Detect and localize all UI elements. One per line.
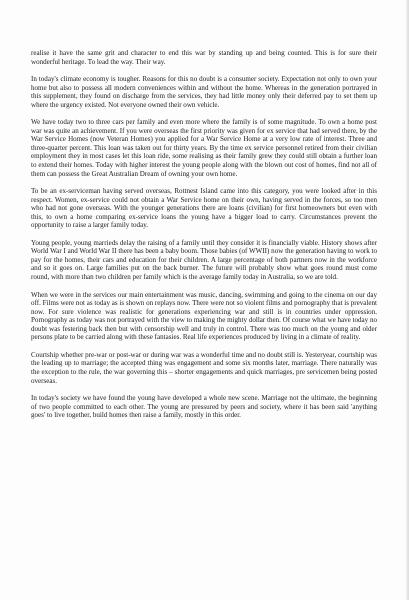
- body-text: [31, 49, 377, 420]
- paragraph-courtship: Courtship whether pre-war or post-war or during war was a wonderful time and no doubt still is. Yesteryear, courtship was the leading up to marriage; the accepted thing was engagement and some six months later, marriage. There naturally was the exception to the rule, the war governing this – shorter engagements and quick marriages, pre servicemen being posted overseas.: [31, 350, 377, 385]
- paragraph-ex-serviceman-loans: To be an ex-serviceman having served overseas, Rottnest Island came into this category, you were looked after in this respect. Women, ex-service could not obtain a War Service home on their own, having served in the forces, so too men who had not gone overseas. With the younger generations there are loans (civilian) for first homeowners but even with this, to own a home comparing ex-service loans the young have a bigger load to carry. Circumstances prevent the opportunity to raise a larger family today.: [31, 187, 377, 230]
- paragraph-young-families: Young people, young marrieds delay the raising of a family until they consider it is financially viable. History shows after World War I and World War II there has been a baby boom. Those babies (of WWII) now the generation having to work to pay for the homes, their cars and education for their children. A large percentage of both partners now in the workforce and so it goes on. Large families put on the back burner. The future will probably show what goes round must come round, with more than two children per family which is the average family today in Australia, so we are told.: [31, 238, 377, 282]
- paragraph-war-heritage: realise it have the same grit and character to end this war by standing up and being counted. This is for sure their wonderful heritage. To lead the way. Their way.: [31, 49, 377, 66]
- paragraph-homes-cars: We have today two to three cars per family and even more where the family is of some magnitude. To own a home post war was quite an achievement. If you were overseas the first priority was given for ex service that had served there, by the War Service Homes (now Veteran Homes) you applied for a War Service Home at a very low rate of interest. Three and three-quarter percent. This loan was taken out for thirty years. By the time ex service personnel retired from their civilian employment they in most cases let this loan ride, some realising as their family grew they could still obtain a further loan to extend their homes. Today with higher interest the young people along with the blown out cost of homes, find not all of them can possess the Great Australian Dream of owning your own home.: [31, 118, 377, 178]
- paragraph-economy: In today's climate economy is tougher. Reasons for this no doubt is a consumer society. Expectation not only to own your home but also to possess all modern conveniences within and without the home. Whereas in the generation portrayed in this supplement, they found on discharge from the services, they had little money only their deferred pay to set them up where the urgency existed. Not everyone owned their own vehicle.: [31, 75, 377, 109]
- paragraph-entertainment: When we were in the services our main entertainment was music, dancing, swimming and going to the cinema on our day off. Films were not as today as is shown on replays now. There were not so violent films and pornography that is prevalent now. For sure violence was realistic for generations experiencing war and still is in countries under oppression. Pornography as today was not portrayed with the view to making the mighty dollar then. Of course what we have today no doubt was festering back then but with censorship well and truly in control. There was too much on the young and older persons plate to be carried along with these fantasies. Real life experiences produced by living in a climate of reality.: [31, 290, 377, 342]
- paragraph-today-society: In today's society we have found the young have developed a whole new scene. Marriage not the ultimate, the beginning of two people committed to each other. The young are pressured by peers and society, where it has been said 'anything goes' to live together, build homes then raise a family, mostly in this order.: [31, 394, 377, 420]
